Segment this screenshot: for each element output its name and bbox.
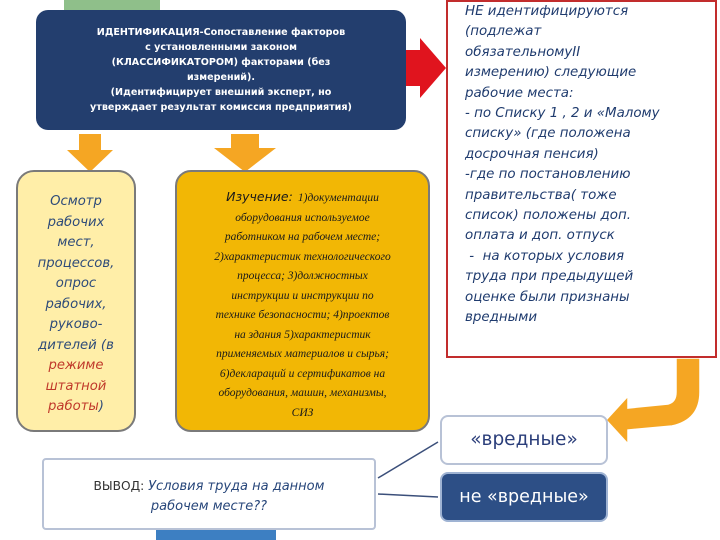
study-line: СИЗ <box>291 406 314 419</box>
study-title: Изучение: <box>226 189 293 204</box>
connector-to-harmful <box>378 442 438 478</box>
orange-arrow-middle <box>214 134 276 172</box>
study-line: технике безопасности; 4)проектов <box>215 309 390 321</box>
conclusion-box <box>42 458 376 530</box>
connector-to-not-harmful <box>378 494 438 497</box>
study-box <box>175 170 430 432</box>
inspection-line: руково- <box>49 317 103 332</box>
not-identified-line: (подлежат <box>465 24 542 40</box>
bottom-bar-decoration <box>156 530 276 540</box>
not-identified-line: - на которых условия <box>465 248 625 264</box>
not-identified-line: оценке были признаны <box>465 289 630 305</box>
inspection-highlight: режиме <box>48 358 104 373</box>
study-line: процесса; 3)должностных <box>237 270 368 282</box>
conclusion-first-line <box>44 476 374 497</box>
inspection-line: рабочих, <box>45 296 107 312</box>
not-identified-line: измерению) следующие <box>465 65 637 81</box>
not-identified-line: рабочие места: <box>465 85 574 101</box>
inspection-close-paren: ) <box>98 399 104 414</box>
not-identified-panel <box>446 0 717 358</box>
inspection-last-line <box>18 397 134 418</box>
not-harmful-outcome-box: не «вредные» <box>440 472 608 522</box>
study-line: применяемых материалов и сырья; <box>216 348 389 360</box>
orange-curved-arrow <box>606 358 700 444</box>
study-first-line <box>185 186 420 209</box>
identification-line-4: измерений). <box>186 72 256 83</box>
study-line: 1)документации <box>297 192 379 204</box>
inspection-line: рабочих <box>47 214 105 230</box>
inspection-work-word: работы <box>48 399 99 414</box>
not-identified-line: правительства( тоже <box>465 187 617 203</box>
conclusion-question-2: рабочем месте?? <box>150 499 268 514</box>
orange-arrow-left <box>67 134 113 172</box>
inspection-box <box>16 170 136 432</box>
identification-line-3: (КЛАССИФИКАТОРОМ) факторами (без <box>111 57 331 68</box>
not-identified-line: список) положены доп. <box>465 208 631 224</box>
red-arrow <box>406 38 446 98</box>
conclusion-label: ВЫВОД: <box>93 479 145 493</box>
conclusion-question-1: Условия труда на данном <box>148 479 325 494</box>
study-line: инструкции и инструкции по <box>231 289 374 302</box>
identification-line-6: утверждает результат комиссия предприятия) <box>90 102 352 113</box>
inspection-line: опрос <box>55 276 97 291</box>
not-identified-line: списку» (где положена <box>465 126 631 142</box>
inspection-line: мест, <box>57 235 95 250</box>
harmful-outcome-box: «вредные» <box>440 415 608 465</box>
identification-line-2: с установленными законом <box>145 42 297 53</box>
study-line: 2)характеристик технологического <box>214 250 391 263</box>
not-identified-line: досрочная пенсия) <box>465 146 599 162</box>
study-line: работником на рабочем месте; <box>224 231 381 243</box>
not-identified-line: НЕ идентифицируются <box>465 4 629 19</box>
inspection-line: дителей (в <box>38 337 114 353</box>
inspection-highlight: штатной <box>45 378 107 394</box>
not-identified-line: труда при предыдущей <box>465 269 634 285</box>
inspection-line: процессов, <box>37 255 115 271</box>
study-line: оборудования используемое <box>235 211 370 224</box>
study-line: 6)деклараций и сертификатов на <box>219 367 386 380</box>
inspection-line: Осмотр <box>50 194 102 209</box>
study-line: на здания 5)характеристик <box>234 328 371 341</box>
not-identified-line: вредными <box>465 310 538 326</box>
not-identified-line: обязательномуII <box>465 44 581 60</box>
study-line: оборудования, машин, механизмы, <box>218 387 387 399</box>
not-identified-line: -где по постановлению <box>465 167 631 183</box>
identification-line-1: ИДЕНТИФИКАЦИЯ-Сопоставление факторов <box>96 27 346 38</box>
not-identified-line: - по Списку 1 , 2 и «Малому <box>465 106 660 122</box>
identification-line-5: (Идентифицирует внешний эксперт, но <box>110 87 332 98</box>
not-identified-line: оплата и доп. отпуск <box>465 228 615 244</box>
